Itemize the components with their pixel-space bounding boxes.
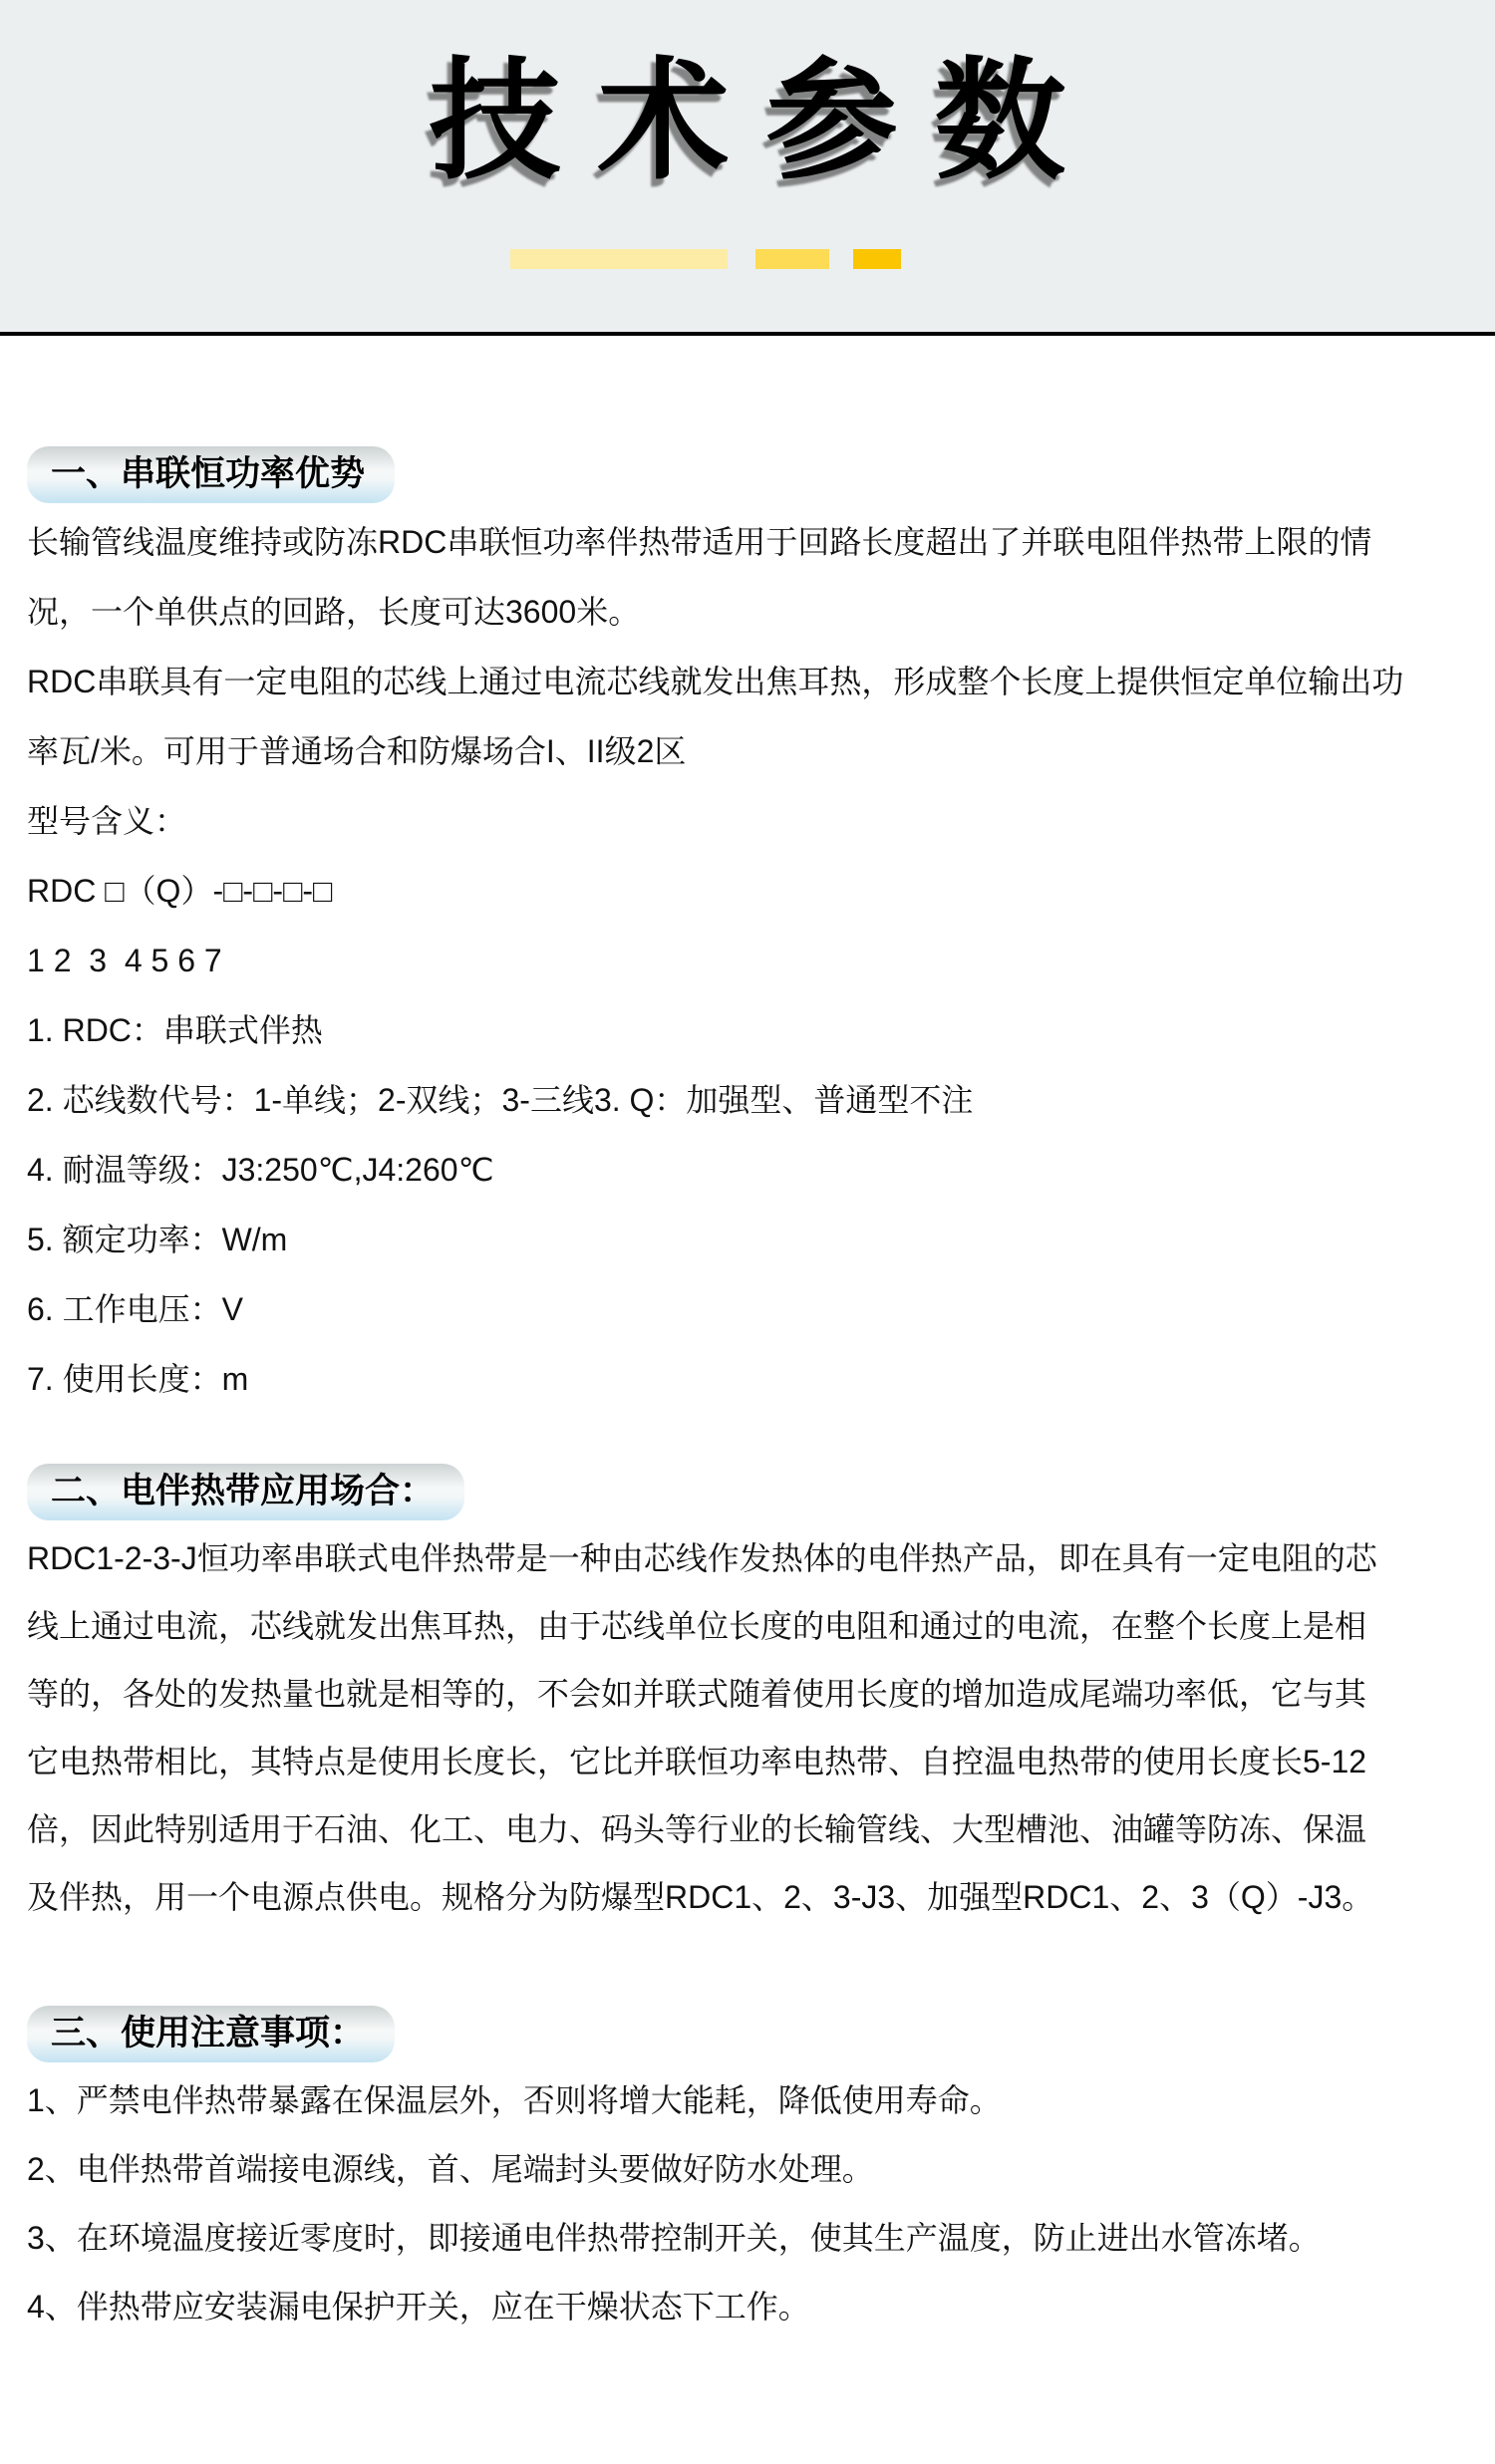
section-series-advantages [27,336,1468,1414]
section-body [27,2066,1468,2341]
header-banner [0,0,1495,332]
text-line: 2. 芯线数代号：1-单线；2-双线；3-三线3. Q：加强型、普通型不注 [27,1082,974,1118]
page-content [0,336,1495,2341]
text-line: 线上通过电流，芯线就发出焦耳热，由于芯线单位长度的电阻和通过的电流，在整个长度上是相 [27,1608,1367,1644]
text-line: 率瓦/米。可用于普通场合和防爆场合I、II级2区 [27,733,687,769]
text-line: 长输管线温度维持或防冻RDC串联恒功率伴热带适用于回路长度超出了并联电阻伴热带上限的情 [27,524,1372,560]
text-line: 型号含义： [27,803,187,839]
section-body [27,1524,1468,1931]
section-body [27,507,1468,1414]
text-line: 况，一个单供点的回路，长度可达3600米。 [27,594,641,630]
section-applications [27,1414,1468,1931]
section-heading-badge: 三、使用注意事项： [27,2006,395,2062]
list-item: 2、电伴热带首端接电源线，首、尾端封头要做好防水处理。 [27,2151,874,2187]
text-line: 等的，各处的发热量也就是相等的，不会如并联式随着使用长度的增加造成尾端功率低，它与其 [27,1676,1367,1712]
text-line: 它电热带相比，其特点是使用长度长，它比并联恒功率电热带、自控温电热带的使用长度长5-12 [27,1744,1367,1780]
text-line: 6. 工作电压：V [27,1291,243,1327]
text-line: 4. 耐温等级：J3:250℃,J4:260℃ [27,1152,494,1188]
underline-bar-medium [755,249,829,269]
page-title: 技术参数 [429,48,1103,194]
text-line: 7. 使用长度：m [27,1361,249,1397]
section-heading-badge: 一、串联恒功率优势 [27,446,395,503]
text-line: 5. 额定功率：W/m [27,1222,288,1257]
text-line: RDC1-2-3-J恒功率串联式电伴热带是一种由芯线作发热体的电伴热产品，即在具有一定电阻的芯 [27,1540,1377,1576]
title-underline [0,249,1453,269]
underline-bar-long [510,249,728,269]
list-item: 4、伴热带应安装漏电保护开关，应在干燥状态下工作。 [27,2289,810,2325]
list-item: 3、在环境温度接近零度时，即接通电伴热带控制开关，使其生产温度，防止进出水管冻堵。 [27,2220,1321,2256]
text-line: 倍，因此特别适用于石油、化工、电力、码头等行业的长输管线、大型槽池、油罐等防冻、保温 [27,1811,1367,1847]
text-line: RDC串联具有一定电阻的芯线上通过电流芯线就发出焦耳热，形成整个长度上提供恒定单位输出功 [27,664,1404,699]
model-code-index-line: 1 2 3 4 5 6 7 [27,943,222,978]
section-usage-notes [27,1931,1468,2341]
underline-bar-small [853,249,901,269]
model-code-line: RDC □（Q）-□-□-□-□ [27,873,333,909]
text-line: 1. RDC：串联式伴热 [27,1012,323,1048]
text-line: 及伴热，用一个电源点供电。规格分为防爆型RDC1、2、3-J3、加强型RDC1、2、3（Q）-J3。 [27,1879,1374,1915]
section-heading-badge: 二、电伴热带应用场合： [27,1464,464,1520]
list-item: 1、严禁电伴热带暴露在保温层外，否则将增大能耗，降低使用寿命。 [27,2082,1002,2118]
